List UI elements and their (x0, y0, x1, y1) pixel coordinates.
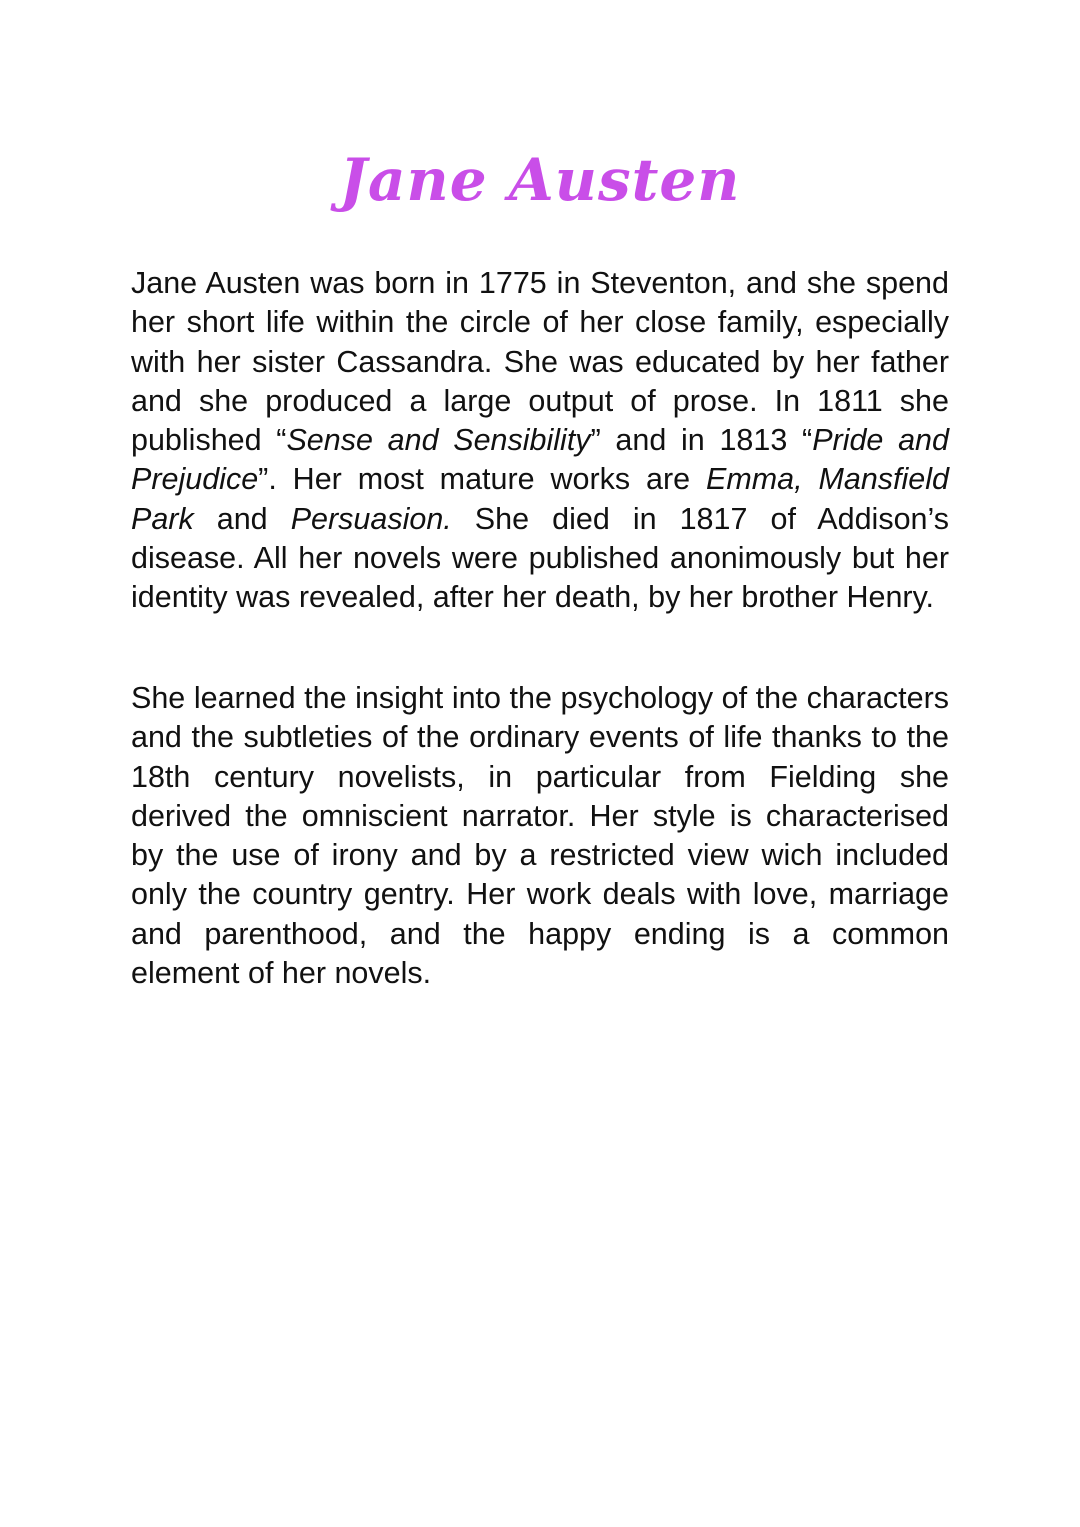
book-title-pride-and-prejudice: Pride and Prejudice (131, 423, 949, 497)
book-title-sense-and-sensibility: Sense and Sensibility (286, 423, 591, 458)
page-title: Jane Austen (339, 146, 741, 214)
book-titles-emma-mansfield-park: Emma, Mansfield Park (131, 462, 949, 536)
paragraph-text: and (193, 501, 291, 536)
book-title-persuasion: Persuasion. (290, 501, 452, 536)
paragraph-text: ” and in 1813 “ (590, 423, 813, 458)
paragraph-text: Jane Austen was born in 1775 in Steventon, and she spend her short life within the circle of her close family, especially with her sister Cassandra. She was educated by her father and she produced a large output of prose. In 1811 she published “ (131, 266, 949, 458)
paragraph-biography (131, 264, 949, 618)
paragraph-style: She learned the insight into the psychology of the characters and the subtleties of the ordinary events of life thanks to the 18th century novelists, in particular from Fielding she derived the omniscient narrator. Her style is characterised by the use of irony and by a restricted view wich included only the country gentry. Her work deals with love, marriage and parenthood, and the happy ending is a common element of her novels. (131, 681, 949, 991)
paragraph-text: ”. Her most mature works are (258, 462, 706, 497)
paragraph-text: She died in 1817 of Addison’s disease. All her novels were published anonimously but her identity was revealed, after her death, by her brother Henry. (131, 501, 949, 615)
